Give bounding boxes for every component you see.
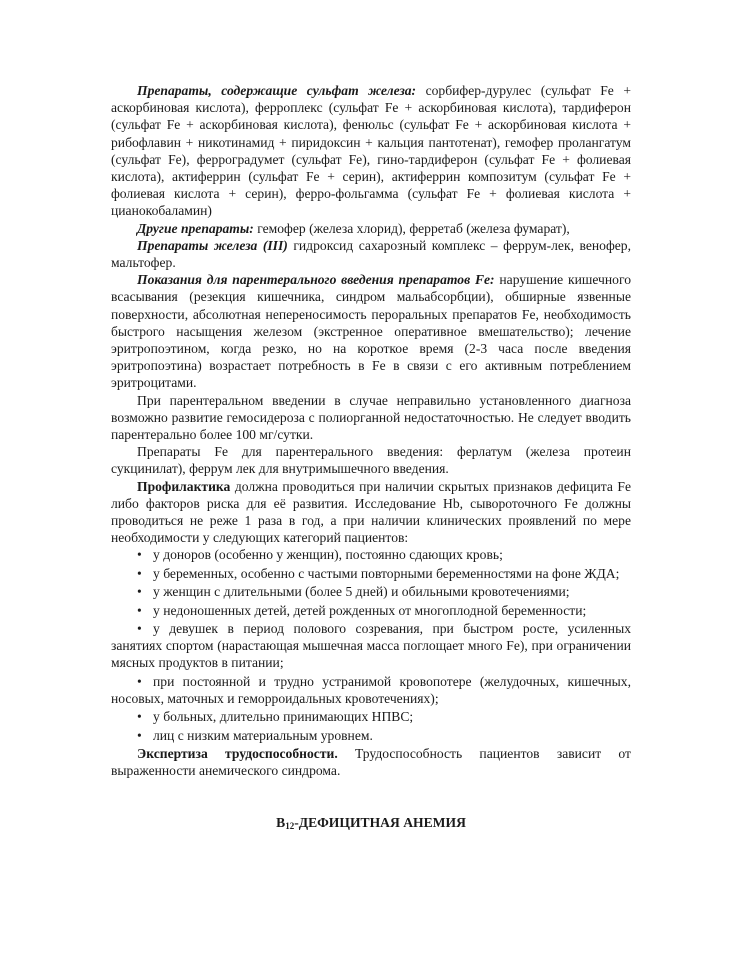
text-prophylaxis: должна проводиться при наличии скрытых признаков дефицита Fe либо факторов риска для её развития. Исследование Hb, сывороточного Fe должны проводиться не реже 1 раза в год, а при наличии клинических проявлений по мере необходимости у следующих категорий пациентов: <box>111 478 631 546</box>
term-other-preparations: Другие препараты: <box>137 220 254 236</box>
list-item <box>111 673 631 707</box>
paragraph-iron-sulfate-preparations <box>111 82 631 220</box>
bullet-icon: • <box>137 709 142 725</box>
list-item <box>111 708 631 725</box>
section-title-subscript: 12 <box>285 820 295 831</box>
section-title-letter: B <box>276 814 286 830</box>
paragraph-work-capacity-expertise <box>111 745 631 779</box>
bullet-icon: • <box>137 602 142 618</box>
term-parenteral-indications: Показания для парентерального введения препаратов Fe: <box>137 272 495 288</box>
list-item <box>111 620 631 672</box>
list-item-text: у беременных, особенно с частыми повторными беременностями на фоне ЖДА; <box>153 565 620 581</box>
list-item <box>111 727 631 744</box>
bullet-icon: • <box>137 727 142 743</box>
text-other-preparations: гемофер (железа хлорид), ферретаб (железа фумарат), <box>253 220 570 236</box>
bullet-icon: • <box>137 565 142 581</box>
list-item-text: у женщин с длительными (более 5 дней) и обильными кровотечениями; <box>153 584 570 600</box>
paragraph-prophylaxis <box>111 478 631 547</box>
text-work-capacity-expertise: Трудоспособность пациентов зависит от выраженности анемического синдрома. <box>111 746 631 779</box>
list-item-text: при постоянной и трудно устранимой кровопотере (желудочных, кишечных, носовых, маточных и геморроидальных кровотечениях); <box>111 673 631 707</box>
paragraph-parenteral-preparations: Препараты Fe для парентерального введения: ферлатум (железа протеин сукцинилат), феррум лек для внутримышечного введения. <box>111 444 631 477</box>
bullet-icon: • <box>137 547 142 563</box>
term-work-capacity-expertise: Экспертиза трудоспособности. <box>137 746 338 762</box>
term-iron-sulfate-preparations: Препараты, содержащие сульфат железа: <box>137 83 417 98</box>
list-item-text: у девушек в период полового созревания, при быстром росте, усиленных занятиях спортом (нарастающая мышечная масса поглощает много Fe), при ограничении мясных продуктов в питании; <box>111 621 631 671</box>
list-item <box>111 546 631 563</box>
term-prophylaxis: Профилактика <box>137 478 231 494</box>
list-item <box>111 602 631 619</box>
list-item <box>111 565 631 582</box>
section-title-text: -ДЕФИЦИТНАЯ АНЕМИЯ <box>294 814 466 830</box>
bullet-icon: • <box>137 584 142 600</box>
section-title <box>111 814 631 835</box>
text-iron3-preparations: гидроксид сахарозный комплекс – феррум-лек, венофер, мальтофер. <box>111 237 631 271</box>
risk-groups-list <box>111 546 631 744</box>
paragraph-parenteral-warning: При парентеральном введении в случае неправильно установленного диагноза возможно развитие гемосидероза с полиорганной недостаточностью. Не следует вводить парентерально более 100 мг/сутки. <box>111 392 631 443</box>
list-item-text: у доноров (особенно у женщин), постоянно сдающих кровь; <box>153 547 503 563</box>
term-iron3-preparations: Препараты железа (III) <box>137 237 288 253</box>
paragraph-iron3-preparations <box>111 237 631 271</box>
list-item-text: у больных, длительно принимающих НПВС; <box>153 709 414 725</box>
text-iron-sulfate-preparations: сорбифер-дурулес (сульфат Fe + аскорбиновая кислота), ферроплекс (сульфат Fe + аскорбиновая кислота), тардиферон (сульфат Fe + аскорбиновая кислота), фенюльс (сульфат Fe + аскорбиновая кислота + рибофлавин + никотинамид + пиридоксин + кальция пантотенат), гемофер пролангатум (сульфат Fe), ферроградумет (сульфат Fe), гино-тардиферон (сульфат Fe + фолиевая кислота), актиферрин (сульфат Fe + серин), актиферрин композитум (сульфат Fe + фолиевая кислота + серин), ферро-фольгамма (сульфат Fe + фолиевая кислота + цианокобаламин) <box>111 83 631 219</box>
paragraph-other-preparations <box>111 220 631 237</box>
list-item-text: у недоношенных детей, детей рожденных от многоплодной беременности; <box>153 602 587 618</box>
list-item <box>111 583 631 600</box>
bullet-icon: • <box>137 673 142 689</box>
paragraph-parenteral-indications <box>111 271 631 391</box>
text-parenteral-indications: нарушение кишечного всасывания (резекция кишечника, синдром мальабсорбции), обширные язвенные поверхности, абсолютная непереносимость пероральных препаратов Fe, необходимость быстрого насыщения железом (экстренное оперативное вмешательство); лечение эритропоэтином, когда резко, но на короткое время (2-3 часа после введения эритропоэтина) возрастает потребность в Fe в связи с его активным потреблением эритроцитами. <box>111 272 631 391</box>
bullet-icon: • <box>137 621 142 637</box>
list-item-text: лиц с низким материальным уровнем. <box>153 727 373 743</box>
